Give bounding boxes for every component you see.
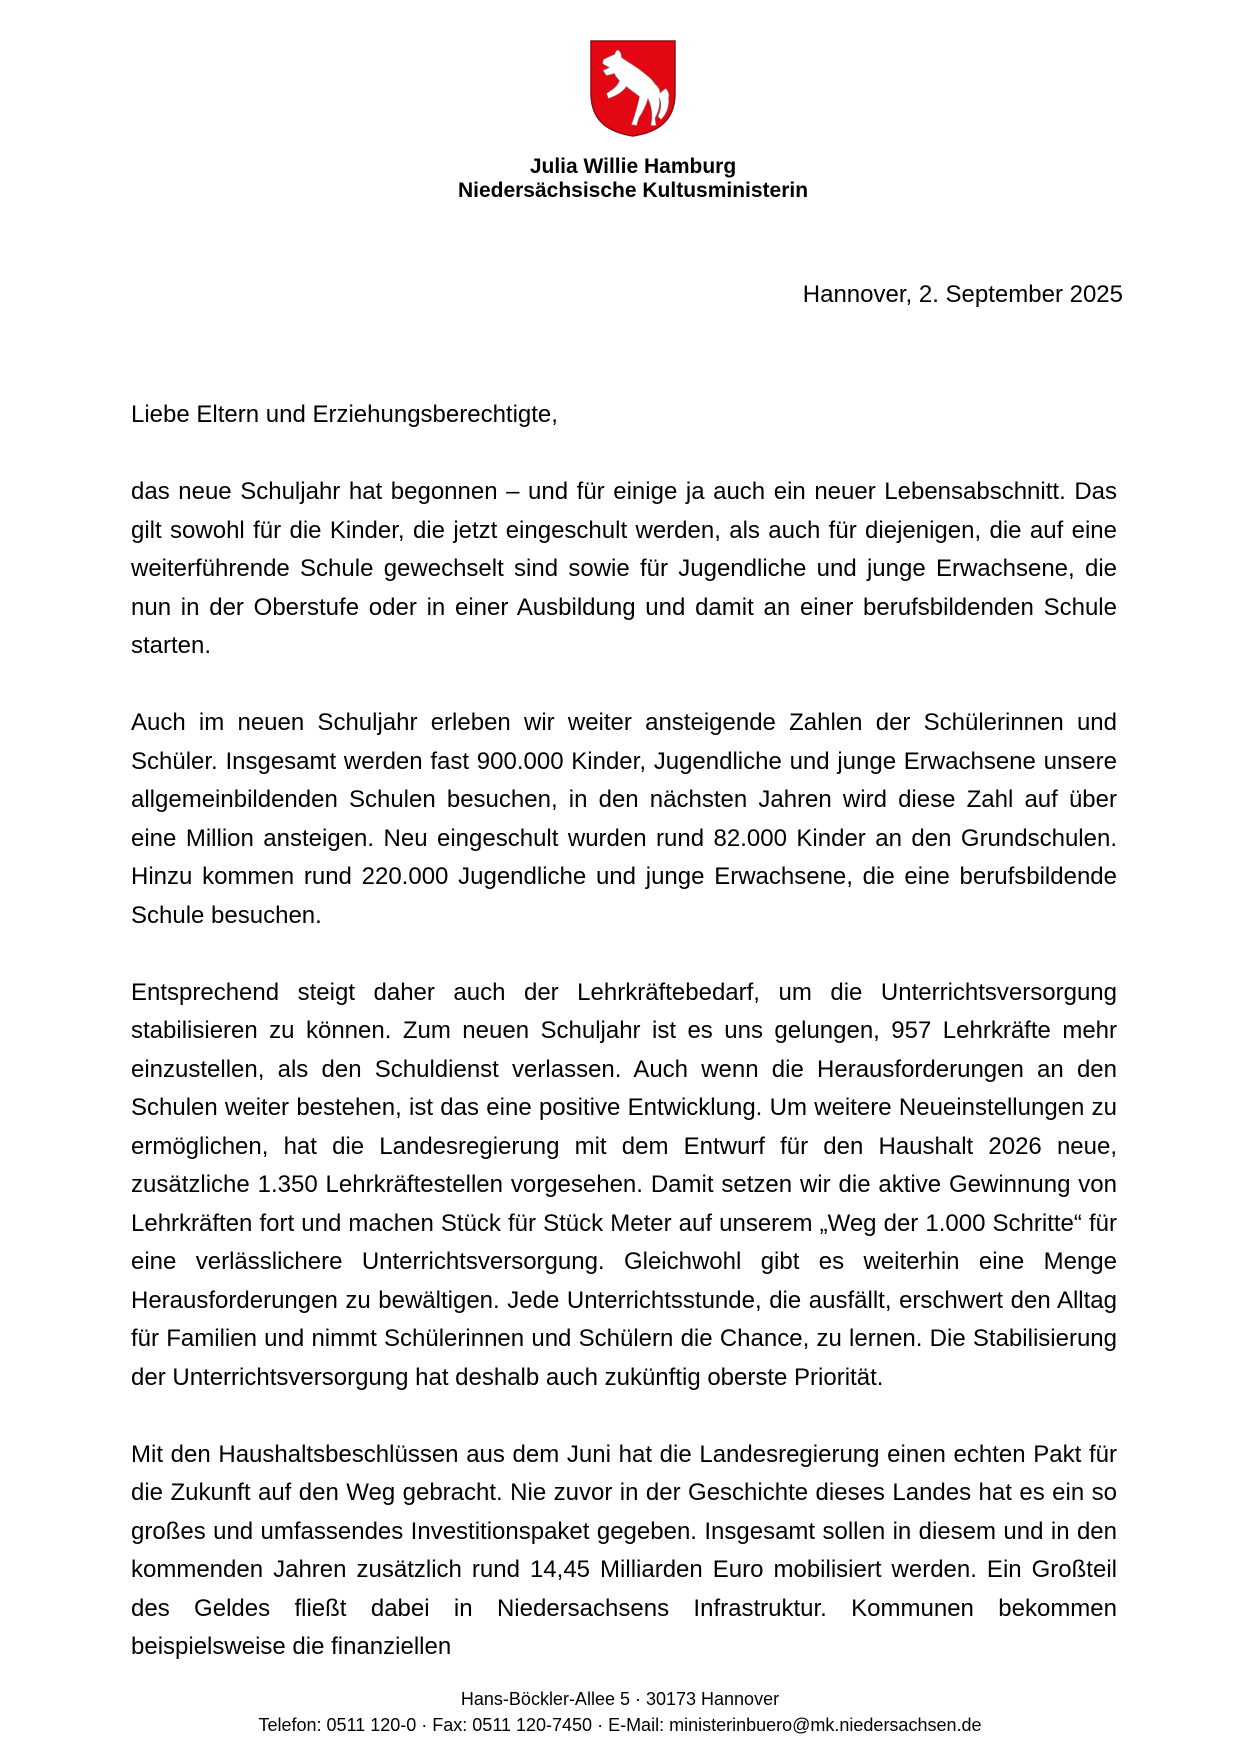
page-footer bbox=[0, 1686, 1240, 1738]
lower-saxony-coat-of-arms-icon bbox=[588, 38, 678, 138]
paragraph-2: Auch im neuen Schuljahr erleben wir weiter ansteigende Zahlen der Schülerinnen und Schüler. Insgesamt werden fast 900.000 Kinder, Jugendliche und junge Erwachsene unsere allgemeinbildenden Schulen besuchen, in den nächsten Jahren wird diese Zahl auf über eine Million ansteigen. Neu eingeschult wurden rund 82.000 Kinder an den Grundschulen. Hinzu kommen rund 220.000 Jugendliche und junge Erwachsene, die eine berufsbildende Schule besuchen. bbox=[131, 709, 1117, 929]
sender-title: Niedersächsische Kultusministerin bbox=[457, 179, 809, 202]
footer-contact: Telefon: 0511 120-0 · Fax: 0511 120-7450 · E-Mail: ministerinbuero@mk.niedersachsen.de bbox=[258, 1715, 982, 1735]
footer-address: Hans-Böckler-Allee 5 · 30173 Hannover bbox=[460, 1689, 780, 1709]
paragraph-3: Entsprechend steigt daher auch der Lehrkräftebedarf, um die Unterrichtsversorgung stabilisieren zu können. Zum neuen Schuljahr ist es uns gelungen, 957 Lehrkräfte mehr einzustellen, als den Schuldienst verlassen. Auch wenn die Herausforderungen an den Schulen weiter bestehen, ist das eine positive Entwicklung. Um weitere Neueinstellungen zu ermöglichen, hat die Landesregierung mit dem Entwurf für den Haushalt 2026 neue, zusätzliche 1.350 Lehrkräftestellen vorgesehen. Damit setzen wir die aktive Gewinnung von Lehrkräften fort und machen Stück für Stück Meter auf unserem „Weg der 1.000 Schritte“ für eine verlässlichere Unterrichtsversorgung. Gleichwohl gibt es weiterhin eine Menge Herausforderungen zu bewältigen. Jede Unterrichtsstunde, die ausfällt, erschwert den Alltag für Familien und nimmt Schülerinnen und Schülern die Chance, zu lernen. Die Stabilisierung der Unterrichtsversorgung hat deshalb auch zukünftig oberste Priorität. bbox=[131, 978, 1117, 1391]
paragraph-1: das neue Schuljahr hat begonnen – und für einige ja auch ein neuer Lebensabschnitt. Das gilt sowohl für die Kinder, die jetzt eingeschult werden, als auch für diejenigen, die auf eine weiterführende Schule gewechselt sind sowie für Jugendliche und junge Erwachsene, die nun in der Oberstufe oder in einer Ausbildung und damit an einer berufsbildenden Schule starten. bbox=[131, 478, 1117, 659]
letterhead bbox=[13, 38, 1240, 203]
sender-name: Julia Willie Hamburg bbox=[529, 155, 737, 178]
paragraph-4: Mit den Haushaltsbeschlüssen aus dem Juni hat die Landesregierung einen echten Pakt für die Zukunft auf den Weg gebracht. Nie zuvor in der Geschichte dieses Landes hat es ein so großes und umfassendes Investitionspaket gegeben. Insgesamt sollen in diesem und in den kommenden Jahren zusätzlich rund 14,45 Milliarden Euro mobilisiert werden. Ein Großteil des Geldes fließt dabei in Niedersachsens Infrastruktur. Kommunen bekommen beispielsweise die finanziellen bbox=[131, 1440, 1117, 1660]
salutation: Liebe Eltern und Erziehungsberechtigte, bbox=[131, 401, 558, 428]
dateline: Hannover, 2. September 2025 bbox=[802, 281, 1123, 308]
letter-body bbox=[131, 396, 1117, 1705]
